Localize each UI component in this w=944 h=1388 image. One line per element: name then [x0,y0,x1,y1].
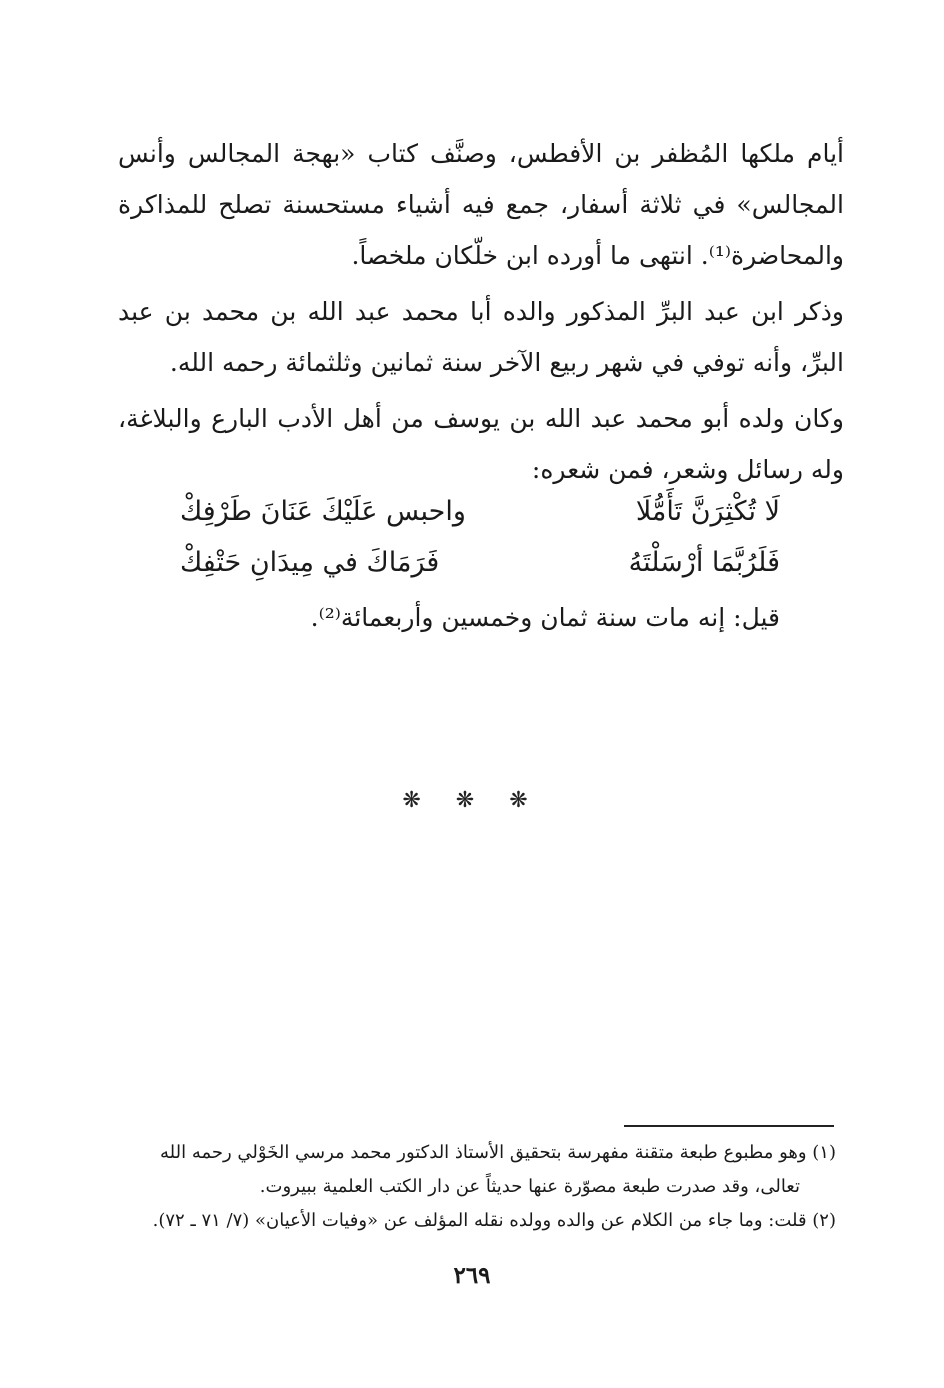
poem [180,486,780,588]
verse-1-second-hemistich: واحبس عَلَيْكَ عَنَانَ طَرْفِكْ [180,496,466,527]
verse-2-first-hemistich: فَلَرُبَّمَا أرْسَلْتَهُ [628,547,780,578]
verse-1-first-hemistich: لَا تُكْثِرَنَّ تَأَمُّلَا [635,496,780,527]
main-text [118,128,844,500]
verse-line [180,486,780,537]
footnote-1-continuation: تعالى، وقد صدرت طبعة مصوّرة عنها حديثاً عن دار الكتب العلمية ببيروت. [259,1176,800,1197]
footnote-2: (٢) قلت: وما جاء من الكلام عن والده وولده نقله المؤلف عن «وفيات الأعيان» (٧/ ٧١ ـ ٧٢). [152,1210,836,1231]
page-number: ٢٦٩ [453,1262,491,1289]
footnote-divider [624,1125,834,1127]
paragraph-3: وكان ولده أبو محمد عبد الله بن يوسف من أهل الأدب البارع والبلاغة، وله رسائل وشعر، فمن شعره: [118,404,844,484]
footnotes [108,1136,836,1238]
footnote-1: (١) وهو مطبوع طبعة متقنة مفهرسة بتحقيق الأستاذ الدكتور محمد مرسي الخَوْلي رحمه الله [160,1142,836,1163]
closing-line: قيل: إنه مات سنة ثمان وخمسين وأربعمائة⁽²⁾. [310,603,780,632]
verse-2-second-hemistich: فَرَمَاكَ في مِيدَانِ حَتْفِكْ [180,547,440,578]
verse-line [180,537,780,588]
paragraph-2: وذكر ابن عبد البرِّ المذكور والده أبا محمد عبد الله بن محمد بن عبد البرِّ، وأنه توفي في شهر ربيع الآخر سنة ثمانين وثلثمائة رحمه الله. [118,297,844,377]
section-separator: ❋ ❋ ❋ [402,788,542,813]
paragraph-1: أيام ملكها المُظفر بن الأفطس، وصنَّف كتاب «بهجة المجالس وأنس المجالس» في ثلاثة أسفار، جمع فيه أشياء مستحسنة تصلح للمذاكرة والمحاضرة⁽¹⁾. انتهى ما أورده ابن خلّكان ملخصاً. [118,139,844,270]
